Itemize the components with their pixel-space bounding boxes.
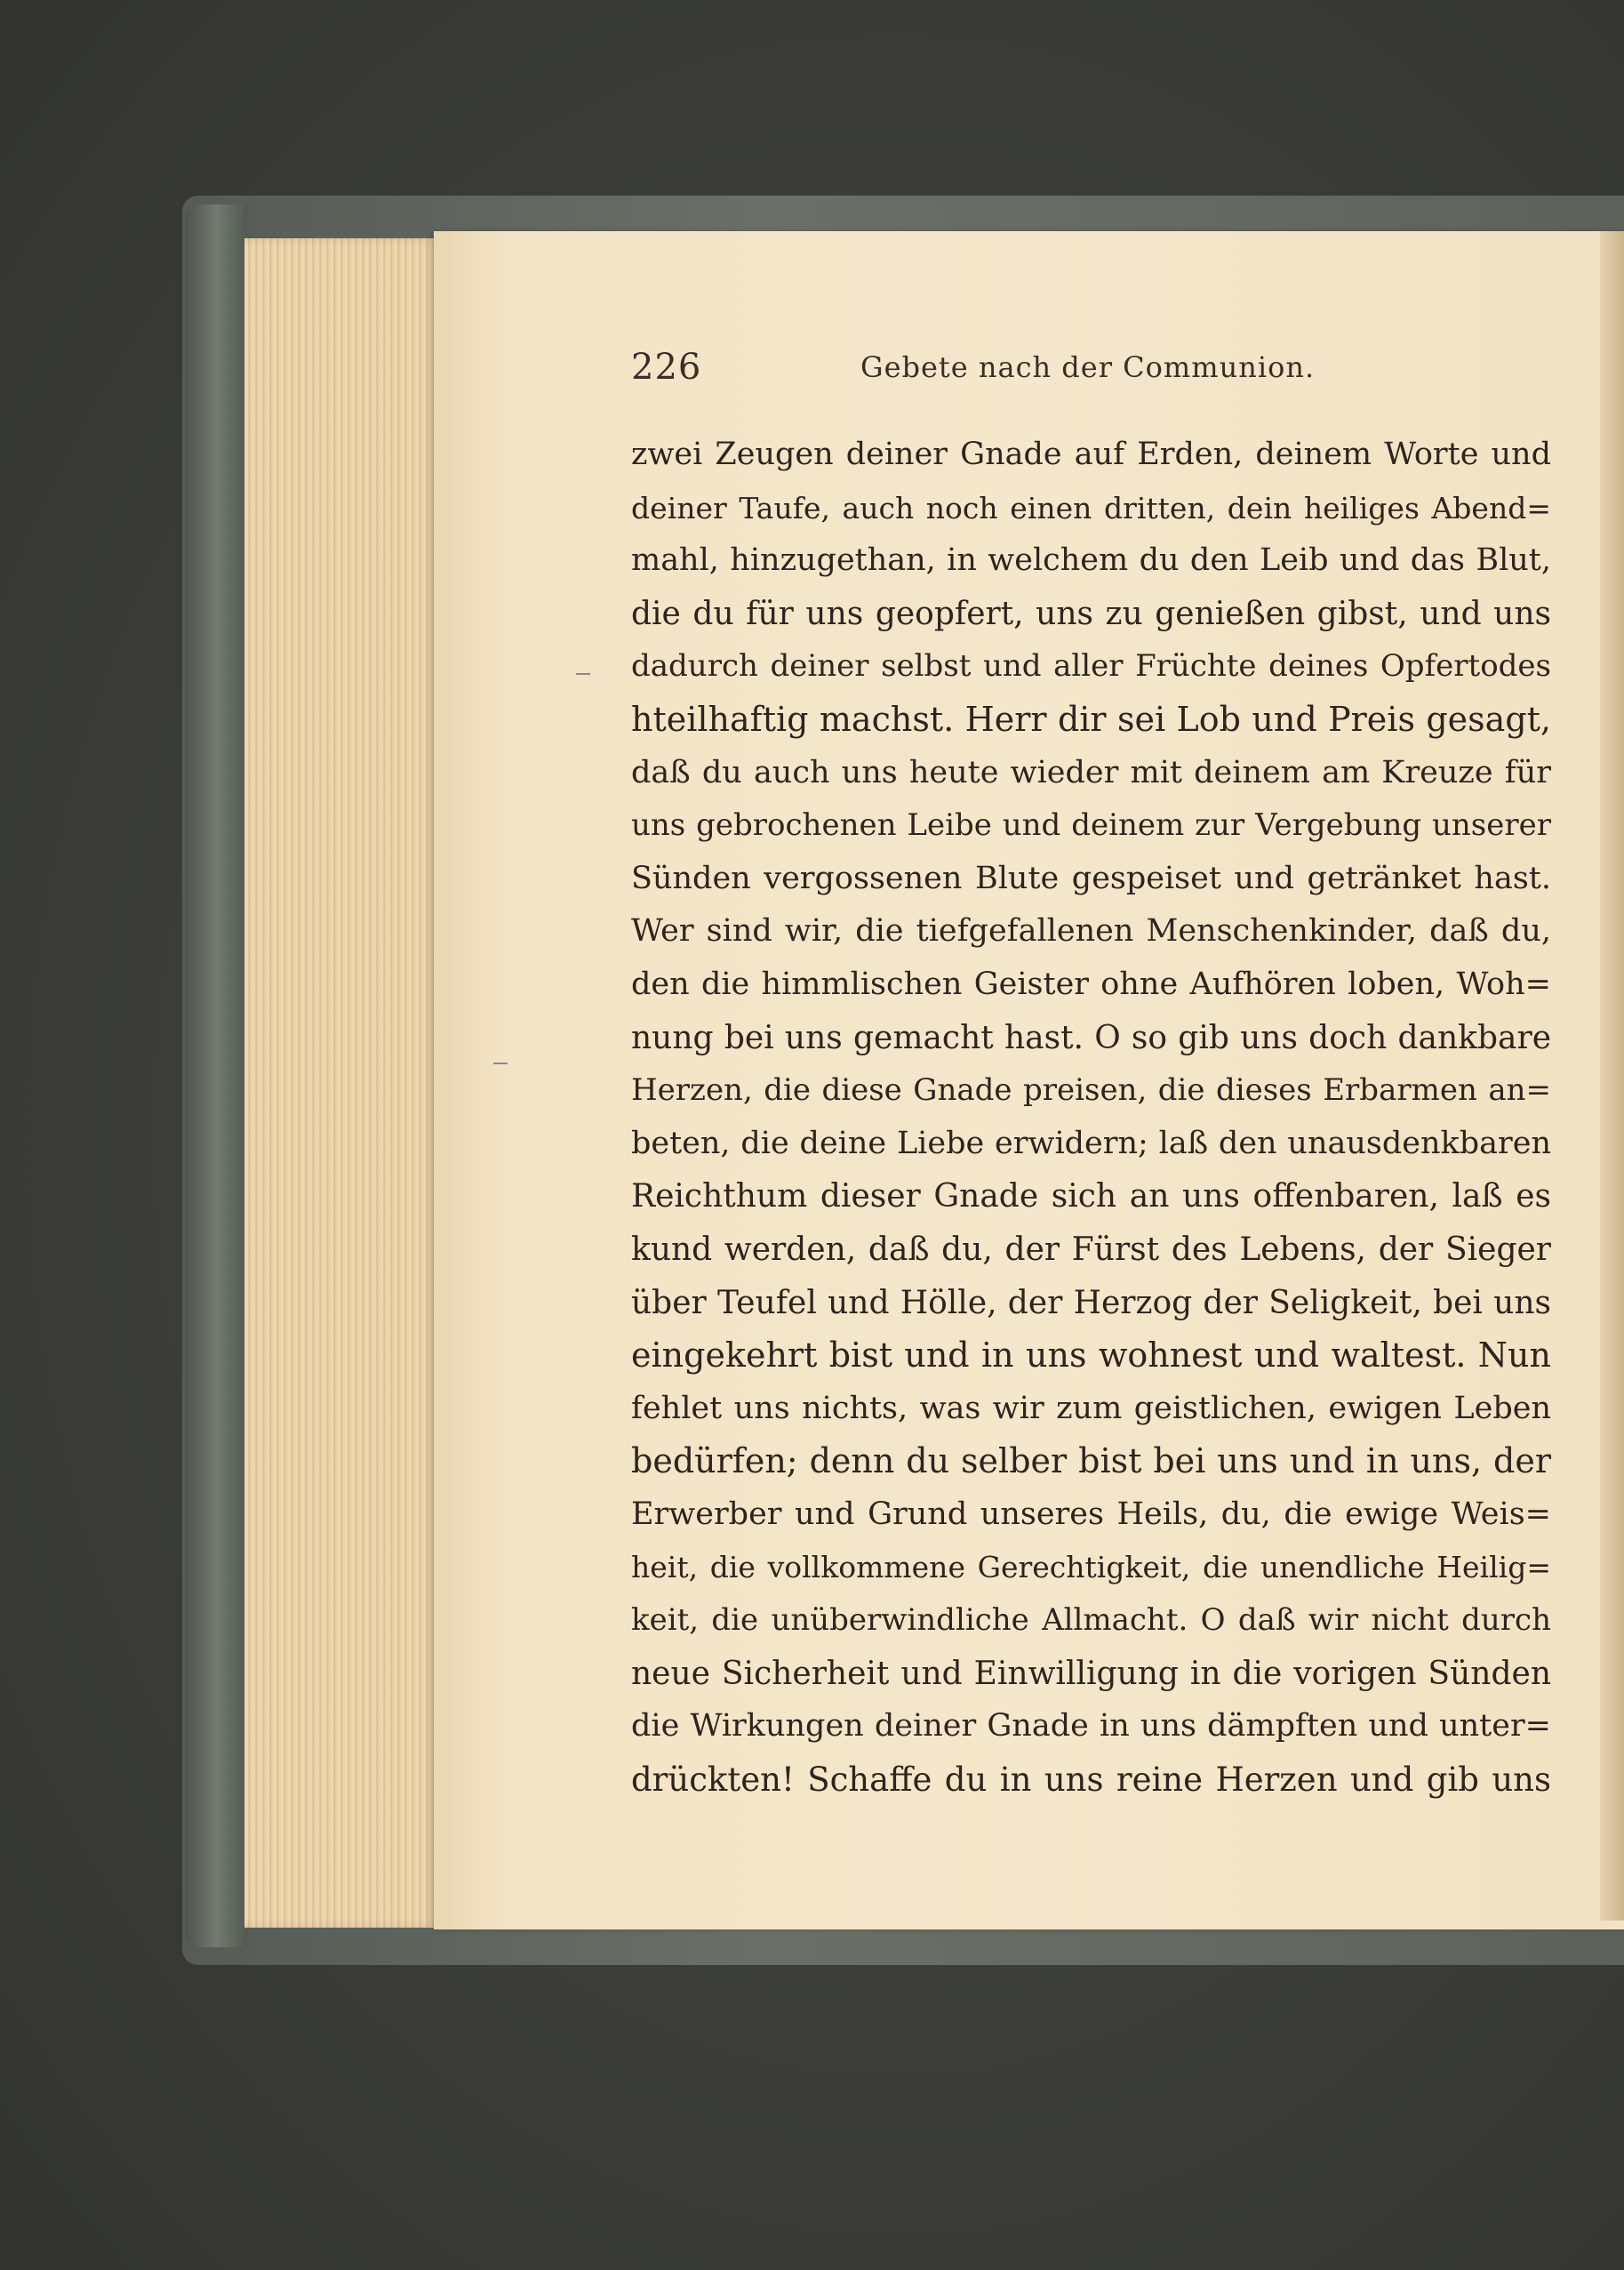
page-right-edge (1600, 231, 1624, 1921)
text-line: bedürfen; denn du selber bist bei uns und in uns, der (631, 1441, 1551, 1481)
margin-mark (493, 1063, 508, 1064)
text-line: daß du auch uns heute wieder mit deinem am Kreuze für (631, 754, 1551, 790)
text-line: die du für uns geopfert, uns zu genießen gibst, und uns (631, 595, 1551, 632)
body-text (631, 429, 1551, 1806)
text-line: neue Sicherheit und Einwilligung in die vorigen Sünden (631, 1655, 1551, 1692)
text-line: dadurch deiner selbst und aller Früchte deines Opfertodes (631, 648, 1551, 685)
text-line: hteilhaftig machst. Herr dir sei Lob und Preis gesagt, (631, 699, 1551, 739)
text-line: drückten! Schaffe du in uns reine Herzen und gib uns (631, 1760, 1551, 1799)
text-line: nung bei uns gemacht hast. O so gib uns doch dankbare (631, 1019, 1551, 1056)
text-line: fehlet uns nichts, was wir zum geistlichen, ewigen Leben (631, 1390, 1551, 1426)
running-head (631, 347, 1551, 391)
running-head-title: Gebete nach der Communion. (860, 350, 1316, 384)
text-line: mahl, hinzugethan, in welchem du den Leib und das Blut, (631, 542, 1551, 579)
text-line: deiner Taufe, auch noch einen dritten, dein heiliges Abend= (631, 490, 1551, 525)
text-line: Erwerber und Grund unseres Heils, du, die ewige Weis= (631, 1496, 1551, 1532)
text-line: die Wirkungen deiner Gnade in uns dämpften und unter= (631, 1708, 1551, 1745)
text-line: Sünden vergossenen Blute gespeiset und getränket hast. (631, 860, 1551, 896)
text-line: den die himmlischen Geister ohne Aufhören loben, Woh= (631, 966, 1551, 1002)
page-number: 226 (631, 347, 702, 388)
text-line: eingekehrt bist und in uns wohnest und waltest. Nun (631, 1336, 1551, 1376)
text-line: Reichthum dieser Gnade sich an uns offenbaren, laß es (631, 1178, 1551, 1215)
page-edges (244, 238, 438, 1928)
book-spine (185, 205, 247, 1947)
text-line: zwei Zeugen deiner Gnade auf Erden, deinem Worte und (631, 437, 1551, 472)
text-line: über Teufel und Hölle, der Herzog der Seligkeit, bei uns (631, 1284, 1551, 1321)
margin-mark (576, 673, 590, 675)
text-line: uns gebrochenen Leibe und deinem zur Vergebung unserer (631, 807, 1551, 844)
text-line: heit, die vollkommene Gerechtigkeit, die unendliche Heilig= (631, 1550, 1551, 1585)
text-line: Wer sind wir, die tiefgefallenen Menschenkinder, daß du, (631, 913, 1551, 950)
text-line: keit, die unüberwindliche Allmacht. O daß wir nicht durch (631, 1602, 1551, 1639)
text-line: beten, die deine Liebe erwidern; laß den unausdenkbaren (631, 1125, 1551, 1161)
text-line: Herzen, die diese Gnade preisen, die dieses Erbarmen an= (631, 1072, 1551, 1109)
text-line: kund werden, daß du, der Fürst des Lebens, der Sieger (631, 1231, 1551, 1268)
